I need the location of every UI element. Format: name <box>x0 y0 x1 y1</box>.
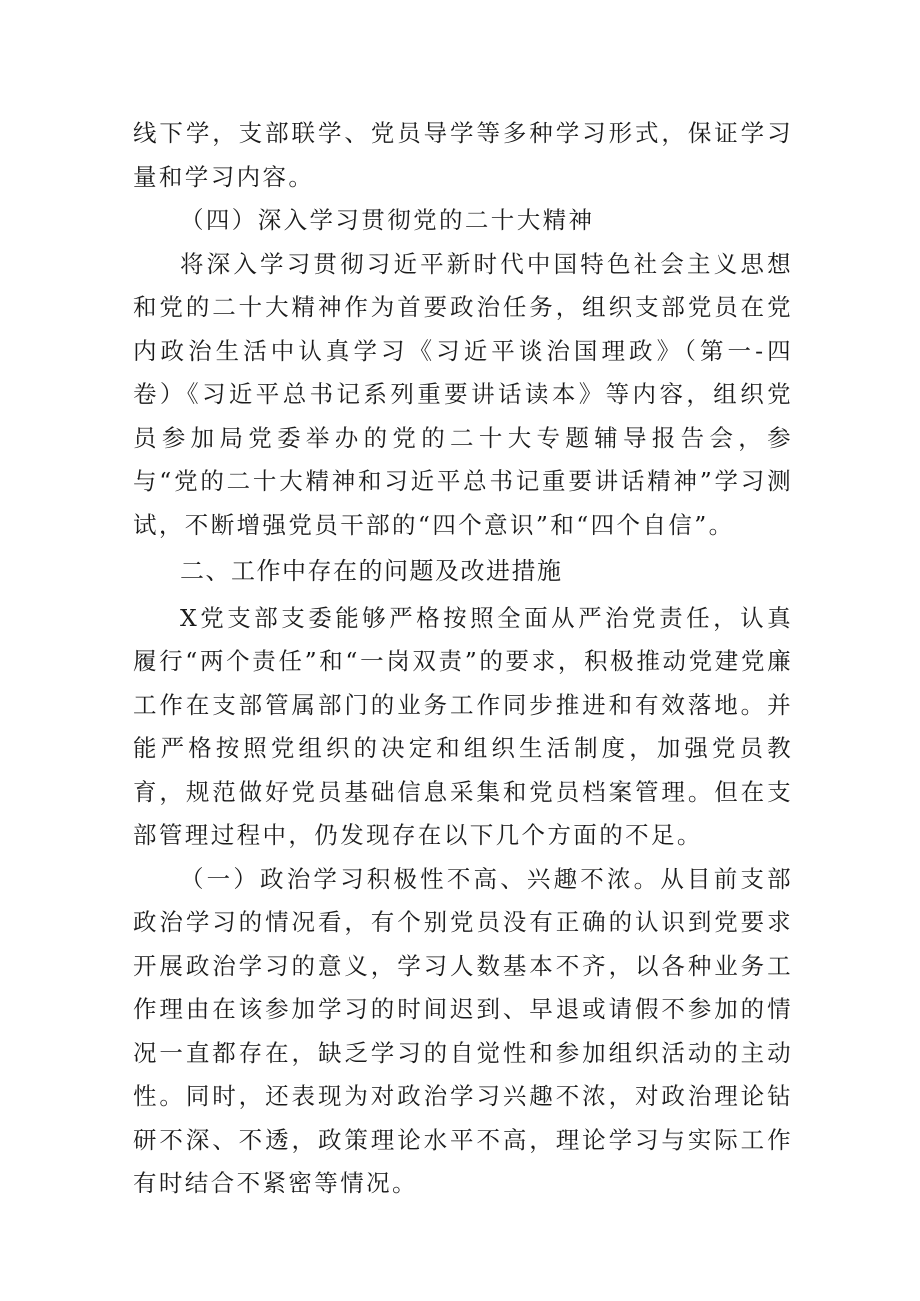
subheading-four: （四）深入学习贯彻党的二十大精神 <box>180 206 595 234</box>
section-heading-problems: 二、工作中存在的问题及改进措施 <box>180 557 563 585</box>
paragraph-branch-responsibility: X党支部支委能够严格按照全面从严治党责任，认真履行“两个责任”和“一岗双责”的要求，积极推动党建党廉工作在支部管属部门的业务工作同步推进和有效落地。并能严格按照党组织的决定和组织生活制度，加强党员教育，规范做好党员基础信息采集和党员档案管理。但在支部管理过程中，仍发现存在以下几个方面的不足。 <box>133 603 793 849</box>
paragraph-study-twentieth-congress: 将深入学习贯彻习近平新时代中国特色社会主义思想和党的二十大精神作为首要政治任务，组织支部党员在党内政治生活中认真学习《习近平谈治国理政》（第一-四卷）《习近平总书记系列重要讲话读本》等内容，组织党员参加局党委举办的党的二十大专题辅导报告会，参与“党的二十大精神和习近平总书记重要讲话精神”学习测试，不断增强党员干部的“四个意识”和“四个自信”。 <box>133 249 793 539</box>
paragraph-political-study-issue: （一）政治学习积极性不高、兴趣不浓。从目前支部政治学习的情况看，有个别党员没有正确的认识到党要求开展政治学习的意义，学习人数基本不齐，以各种业务工作理由在该参加学习的时间迟到、早退或请假不参加的情况一直都存在，缺乏学习的自觉性和参加组织活动的主动性。同时，还表现为对政治学习兴趣不浓，对政治理论钻研不深、不透，政策理论水平不高，理论学习与实际工作有时结合不紧密等情况。 <box>133 864 793 1197</box>
paragraph-continuation: 线下学，支部联学、党员导学等多种学习形式，保证学习量和学习内容。 <box>133 119 793 191</box>
document-body <box>133 112 793 1206</box>
